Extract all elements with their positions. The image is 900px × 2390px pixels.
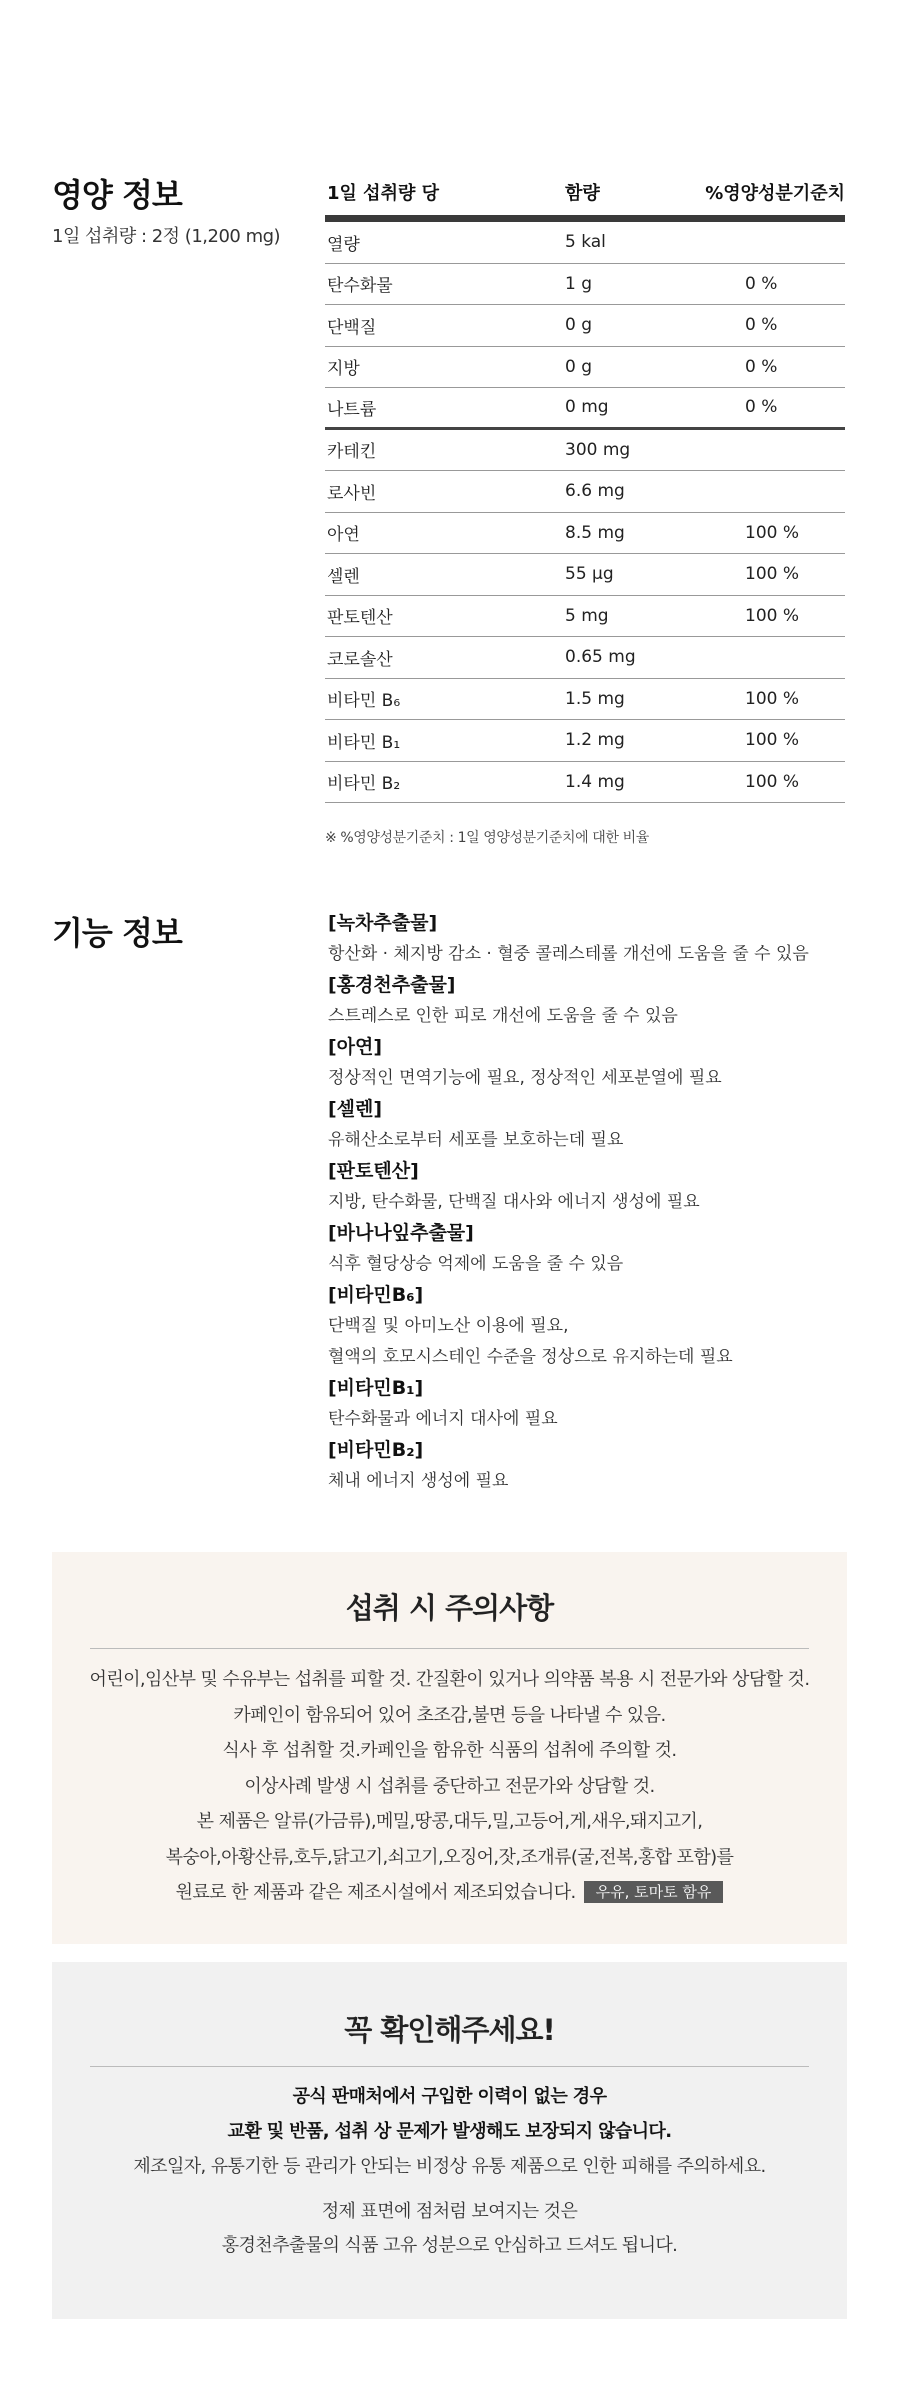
nutrient-dv: 100 % [745,564,800,585]
nutrition-row [325,513,845,555]
function-item-title: [녹차추출물] [328,912,438,934]
caution-line: 본 제품은 알류(가금류),메밀,땅콩,대두,밀,고등어,게,새우,돼지고기, [196,1811,703,1832]
check-warning-line: 공식 판매처에서 구입한 이력이 없는 경우 [292,2086,607,2107]
check-body-secondary [52,2195,847,2263]
nutrition-row [325,430,845,472]
check-warning-line: 교환 및 반품, 섭취 상 문제가 발생해도 보장되지 않습니다. [227,2121,672,2142]
function-item-title: [셀렌] [328,1098,383,1120]
function-list [328,908,868,1497]
nutrient-amount: 0 g [565,356,593,377]
nutrient-dv: 0 % [745,273,778,294]
nutrient-name: 단백질 [327,317,377,338]
nutrient-amount: 0.65 mg [565,647,636,668]
nutrient-amount: 5 mg [565,605,609,626]
function-item-description: 유해산소로부터 세포를 보호하는데 필요 [328,1130,624,1150]
function-item-title: [바나나잎추출물] [328,1222,474,1244]
nutrient-dv: 100 % [745,522,800,543]
nutrient-name: 지방 [327,359,360,380]
check-box [52,1962,847,2319]
function-item-title: [홍경천추출물] [328,974,456,996]
nutrient-name: 코로솔산 [327,649,393,670]
caution-box [52,1552,847,1944]
col-daily-value: %영양성분기준치 [705,182,845,204]
nutrient-name: 비타민 B₆ [327,691,401,712]
nutrient-name: 판토텐산 [327,608,393,629]
nutrient-name: 셀렌 [327,566,360,587]
nutrition-heading: 영양 정보 [52,176,182,214]
nutrient-dv: 0 % [745,397,778,418]
function-item-description: 스트레스로 인한 피로 개선에 도움을 줄 수 있음 [328,1006,678,1026]
nutrient-dv: 100 % [745,688,800,709]
nutrition-row [325,305,845,347]
allergy-badge: 우유, 토마토 함유 [584,1881,724,1903]
nutrient-amount: 55 µg [565,564,614,585]
nutrition-row [325,554,845,596]
nutrition-row [325,471,845,513]
nutrient-amount: 300 mg [565,439,631,460]
nutrient-name: 비타민 B₁ [327,732,401,753]
nutrition-row [325,762,845,804]
function-item-title: [비타민B₂] [328,1439,424,1461]
nutrient-dv: 100 % [745,771,800,792]
nutrient-amount: 0 mg [565,397,609,418]
function-item-title: [아연] [328,1036,383,1058]
nutrition-row [325,388,845,430]
function-item-description: 정상적인 면역기능에 필요, 정상적인 세포분열에 필요 [328,1068,722,1088]
function-item-description: 혈액의 호모시스테인 수준을 정상으로 유지하는데 필요 [328,1347,733,1367]
nutrition-row [325,637,845,679]
nutrition-note: ※ %영양성분기준치 : 1일 영양성분기준치에 대한 비율 [325,830,649,846]
check-line: 정제 표면에 점처럼 보여지는 것은 [321,2201,578,2222]
caution-line: 이상사례 발생 시 섭취를 중단하고 전문가와 상담할 것. [244,1775,655,1797]
nutrient-amount: 1.4 mg [565,771,625,792]
check-title: 꼭 확인해주세요! [344,2013,555,2047]
caution-line: 카페인이 함유되어 있어 초조감,불면 등을 나타낼 수 있음. [233,1704,666,1726]
nutrition-row [325,720,845,762]
nutrient-amount: 6.6 mg [565,481,625,502]
nutrient-dv: 100 % [745,605,800,626]
nutrition-row [325,264,845,306]
nutrition-table [325,172,845,803]
nutrient-dv: 0 % [745,315,778,336]
col-amount: 함량 [565,182,600,204]
function-item-description: 식후 혈당상승 억제에 도움을 줄 수 있음 [328,1254,624,1274]
function-item-title: [비타민B₁] [328,1377,424,1399]
function-item-title: [판토텐산] [328,1160,419,1182]
nutrient-amount: 0 g [565,315,593,336]
function-item-title: [비타민B₆] [328,1284,424,1306]
nutrient-name: 탄수화물 [327,276,393,297]
caution-line: 어린이,임산부 및 수유부는 섭취를 피할 것. 간질환이 있거나 의약품 복용 시 전문가와 상담할 것. [89,1669,810,1690]
function-heading: 기능 정보 [52,914,182,952]
function-item-description: 지방, 탄수화물, 단백질 대사와 에너지 생성에 필요 [328,1192,700,1212]
function-item-description: 항산화 · 체지방 감소 · 혈중 콜레스테롤 개선에 도움을 줄 수 있음 [328,944,809,964]
caution-line [52,1875,847,1911]
nutrient-name: 열량 [327,234,360,255]
nutrition-row [325,596,845,638]
nutrient-dv: 100 % [745,730,800,751]
nutrition-row [325,679,845,721]
nutrient-dv: 0 % [745,356,778,377]
check-line: 제조일자, 유통기한 등 관리가 안되는 비정상 유통 제품으로 인한 피해를 주의하세요. [133,2156,766,2177]
nutrient-amount: 1 g [565,273,593,294]
check-body [52,2079,847,2184]
nutrient-name: 나트륨 [327,399,377,420]
caution-body [52,1662,847,1911]
nutrition-row [325,222,845,264]
nutrient-name: 아연 [327,525,360,546]
function-item-description: 체내 에너지 생성에 필요 [328,1471,509,1491]
function-item-description: 탄수화물과 에너지 대사에 필요 [328,1409,558,1429]
nutrition-row [325,347,845,389]
nutrient-name: 비타민 B₂ [327,774,401,795]
serving-size: 1일 섭취량 : 2정 (1,200 mg) [52,226,281,247]
nutrient-name: 카테킨 [327,442,377,463]
caution-line: 식사 후 섭취할 것.카페인을 함유한 식품의 섭취에 주의할 것. [222,1740,677,1761]
nutrient-amount: 8.5 mg [565,522,625,543]
nutrient-name: 로사빈 [327,483,377,504]
nutrient-amount: 1.5 mg [565,688,625,709]
check-line: 홍경천추출물의 식품 고유 성분으로 안심하고 드셔도 됩니다. [221,2235,678,2256]
caution-title: 섭취 시 주의사항 [345,1591,554,1625]
col-serving: 1일 섭취량 당 [327,182,439,204]
check-divider [90,2066,809,2067]
nutrient-amount: 5 kal [565,232,606,253]
nutrition-rows [325,222,845,803]
nutrition-table-header [325,172,845,222]
caution-line: 복숭아,아황산류,호두,닭고기,쇠고기,오징어,잣,조개류(굴,전복,홍합 포함)를 [165,1846,734,1868]
caution-line-text: 원료로 한 제품과 같은 제조시설에서 제조되었습니다. [175,1882,576,1903]
function-item-description: 단백질 및 아미노산 이용에 필요, [328,1316,569,1336]
caution-divider [90,1648,809,1649]
nutrient-amount: 1.2 mg [565,730,625,751]
